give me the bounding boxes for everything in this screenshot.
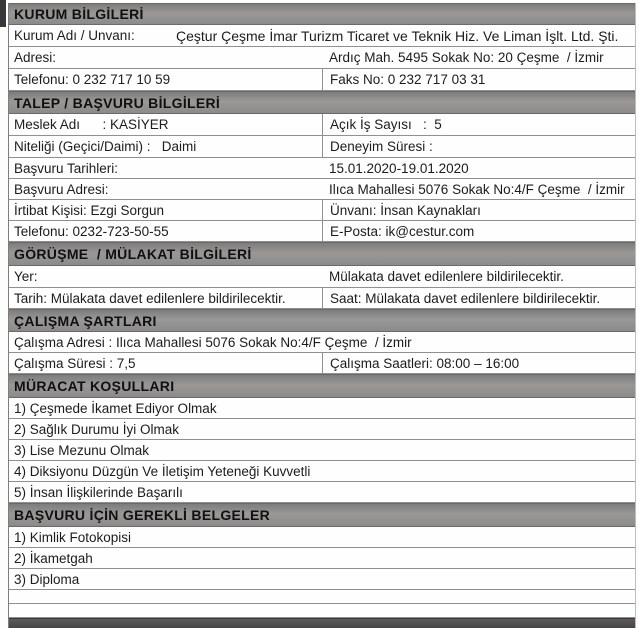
kosul-2-text: 2) Sağlık Durumu İyi Olmak	[14, 421, 180, 437]
niteligi-field: Niteliği (Geçici/Daimi) : Daimi	[14, 139, 197, 154]
section-header-kurum-bilgileri: KURUM BİLGİLERİ	[9, 3, 635, 25]
row-calisma-sure-saat	[9, 353, 635, 374]
calisma-adresi-field: Çalışma Adresi : Ilıca Mahallesi 5076 Sokak No:4/F Çeşme / İzmir	[14, 334, 412, 350]
row-basvuru-tarihleri	[9, 158, 635, 179]
row-calisma-adresi	[9, 332, 635, 353]
empty-row	[9, 604, 635, 618]
kurum-adi-value: Çeştur Çeşme İmar Turizm Ticaret ve Teknik Hiz. Ve Liman İşlt. Ltd. Şti.	[176, 27, 619, 44]
empty-row	[9, 590, 635, 604]
kurum-telefon-field: Telefonu: 0 232 717 10 59	[14, 72, 171, 87]
list-item-kosul-1	[9, 398, 635, 419]
acik-is-sayisi-field: Açık İş Sayısı : 5	[322, 114, 635, 135]
basvuru-adresi-label: Başvuru Adresi:	[14, 181, 109, 197]
row-tarih-saat	[9, 288, 635, 309]
talep-telefon-field: Telefonu: 0232-723-50-55	[14, 223, 169, 239]
belge-3-text: 3) Diploma	[14, 571, 80, 587]
meslek-adi-field: Meslek Adı : KASİYER	[14, 117, 169, 132]
tarih-field: Tarih: Mülakata davet edilenlere bildirilecektir.	[14, 290, 286, 306]
list-item-kosul-3	[9, 440, 635, 461]
deneyim-suresi-field: Deneyim Süresi :	[322, 136, 635, 157]
list-item-kosul-4	[9, 461, 635, 482]
row-irtibat-unvan	[9, 200, 635, 221]
row-adresi	[9, 47, 635, 69]
list-item-belge-2	[9, 548, 635, 569]
scan-edge-artifact	[0, 0, 6, 27]
basvuru-adresi-value: Ilıca Mahallesi 5076 Sokak No:4/F Çeşme / İzmir	[329, 181, 625, 197]
kosul-3-text: 3) Lise Mezunu Olmak	[14, 442, 150, 458]
row-telefon-faks	[9, 69, 635, 91]
kurum-adi-label: Kurum Adı / Unvanı:	[14, 28, 135, 43]
calisma-suresi-field: Çalışma Süresi : 7,5	[14, 355, 136, 371]
kosul-4-text: 4) Diksiyonu Düzgün Ve İletişim Yeteneği Kuvvetli	[14, 463, 311, 479]
basvuru-tarihleri-label: Başvuru Tarihleri:	[14, 160, 119, 176]
list-item-kosul-2	[9, 419, 635, 440]
irtibat-kisisi-field: İrtibat Kişisi: Ezgi Sorgun	[14, 202, 165, 218]
row-kurum-adi	[9, 25, 635, 47]
belge-2-text: 2) İkametgah	[14, 550, 93, 566]
belge-1-text: 1) Kimlik Fotokopisi	[14, 529, 132, 545]
kosul-1-text: 1) Çeşmede İkamet Ediyor Olmak	[14, 400, 217, 416]
row-yer	[9, 266, 635, 288]
row-meslek-acikis	[9, 114, 635, 136]
section-header-muracat-kosullari: MÜRACAT KOŞULLARI	[9, 374, 635, 398]
unvani-field: Ünvanı: İnsan Kaynakları	[322, 200, 635, 220]
adresi-label: Adresi:	[14, 50, 57, 65]
cutoff-section-bar	[9, 618, 635, 628]
list-item-kosul-5	[9, 482, 635, 503]
saat-field: Saat: Mülakata davet edilenlere bildirilecektir.	[322, 288, 635, 308]
faks-field: Faks No: 0 232 717 03 31	[322, 69, 635, 90]
row-niteligi-deneyim	[9, 136, 635, 158]
job-posting-form	[8, 3, 636, 628]
list-item-belge-3	[9, 569, 635, 590]
kosul-5-text: 5) İnsan İlişkilerinde Başarılı	[14, 484, 183, 500]
row-basvuru-adresi	[9, 179, 635, 200]
section-header-talep-basvuru: TALEP / BAŞVURU BİLGİLERİ	[9, 91, 635, 114]
yer-value: Mülakata davet edilenlere bildirilecektir.	[329, 269, 564, 284]
section-header-gorusme-mulakat: GÖRÜŞME / MÜLAKAT BİLGİLERİ	[9, 242, 635, 266]
calisma-saatleri-field: Çalışma Saatleri: 08:00 – 16:00	[322, 353, 635, 373]
section-header-calisma-sartlari: ÇALIŞMA ŞARTLARI	[9, 309, 635, 332]
section-header-gerekli-belgeler: BAŞVURU İÇİN GEREKLİ BELGELER	[9, 503, 635, 527]
yer-label: Yer:	[14, 269, 38, 284]
adresi-value: Ardıç Mah. 5495 Sokak No: 20 Çeşme / İzmir	[329, 50, 604, 65]
eposta-field: E-Posta: ik@cestur.com	[322, 221, 635, 241]
list-item-belge-1	[9, 527, 635, 548]
row-telefon-eposta	[9, 221, 635, 242]
basvuru-tarihleri-value: 15.01.2020-19.01.2020	[329, 160, 469, 176]
